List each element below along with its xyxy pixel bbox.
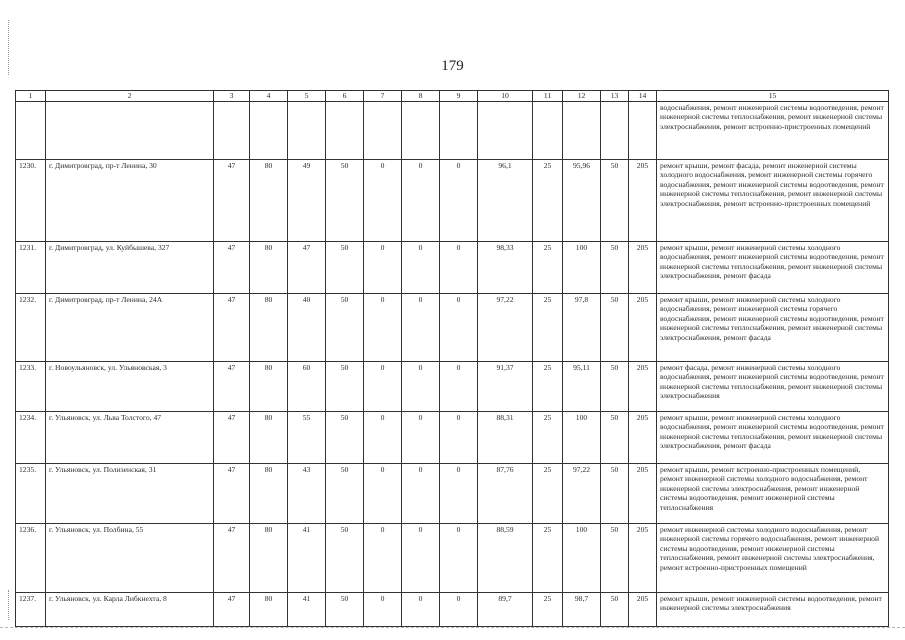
works-cell: ремонт крыши, ремонт инженерной системы холодного водоснабжения, ремонт инженерной системы водоотведения, ремонт инженерной системы теплоснабжения, ремонт инженерной системы электроснабжения, ремонт фасада	[657, 241, 889, 293]
cell: 50	[326, 411, 364, 463]
cell: 47	[214, 361, 250, 411]
table-row	[16, 411, 889, 463]
column-header: 3	[214, 91, 250, 102]
cell: 47	[288, 241, 326, 293]
cell: 0	[440, 523, 478, 592]
header-row	[16, 91, 889, 102]
cell: 96,1	[478, 159, 533, 241]
cell: 89,7	[478, 592, 533, 626]
cell: 205	[629, 592, 657, 626]
cell: 87,76	[478, 463, 533, 523]
cell: 205	[629, 361, 657, 411]
cell: 0	[402, 241, 440, 293]
cell: 0	[364, 411, 402, 463]
cell	[533, 101, 563, 159]
cell: 95,11	[563, 361, 601, 411]
cell	[326, 101, 364, 159]
cell: 98,7	[563, 592, 601, 626]
cell: 205	[629, 463, 657, 523]
cell: 55	[288, 411, 326, 463]
works-cell: водоснабжения, ремонт инженерной системы водоотведения, ремонт инженерной системы теплоснабжения, ремонт инженерной системы электроснабжения, ремонт встроенно-пристроенных помещений	[657, 101, 889, 159]
cell	[478, 101, 533, 159]
cell: 88,59	[478, 523, 533, 592]
cell: 205	[629, 411, 657, 463]
cell	[402, 101, 440, 159]
cell: 0	[402, 592, 440, 626]
cell: 0	[364, 159, 402, 241]
cell: 80	[250, 592, 288, 626]
cell: 0	[364, 592, 402, 626]
address-cell: г. Ульяновск, ул. Полизенская, 31	[46, 463, 214, 523]
cell: 50	[601, 293, 629, 361]
cell	[601, 101, 629, 159]
cell: 0	[440, 463, 478, 523]
cell: 80	[250, 293, 288, 361]
cell: 49	[288, 159, 326, 241]
cell: 0	[440, 241, 478, 293]
cell: 0	[440, 293, 478, 361]
cell: 205	[629, 293, 657, 361]
cell: 0	[402, 463, 440, 523]
cell: 50	[601, 241, 629, 293]
cell: 50	[601, 411, 629, 463]
cell: 25	[533, 361, 563, 411]
column-header: 7	[364, 91, 402, 102]
cell: 50	[326, 463, 364, 523]
cell: 0	[440, 159, 478, 241]
table-row	[16, 361, 889, 411]
address-cell: г. Ульяновск, ул. Карла Либкнехта, 8	[46, 592, 214, 626]
cell: 50	[601, 592, 629, 626]
cell: 0	[402, 411, 440, 463]
column-header: 5	[288, 91, 326, 102]
table-row	[16, 159, 889, 241]
address-cell: г. Димитровград, пр-т Ленина, 30	[46, 159, 214, 241]
cell: 97,8	[563, 293, 601, 361]
cell: 50	[601, 159, 629, 241]
scan-edge-mark	[8, 590, 10, 620]
table-row	[16, 463, 889, 523]
table-row	[16, 293, 889, 361]
cell: 43	[288, 463, 326, 523]
column-header: 10	[478, 91, 533, 102]
cell: 88,31	[478, 411, 533, 463]
cell: 0	[440, 592, 478, 626]
row-number: 1237.	[16, 592, 46, 626]
cell: 40	[288, 293, 326, 361]
works-cell: ремонт крыши, ремонт инженерной системы холодного водоснабжения, ремонт инженерной системы водоотведения, ремонт инженерной системы теплоснабжения, ремонт инженерной системы электроснабжения, ремонт фасада	[657, 411, 889, 463]
address-cell: г. Ульяновск, ул. Полбина, 55	[46, 523, 214, 592]
cell: 50	[326, 523, 364, 592]
row-number: 1230.	[16, 159, 46, 241]
cell: 50	[326, 592, 364, 626]
cell: 47	[214, 592, 250, 626]
row-number: 1233.	[16, 361, 46, 411]
cell: 0	[402, 159, 440, 241]
cell: 100	[563, 241, 601, 293]
cell: 25	[533, 523, 563, 592]
cell: 80	[250, 523, 288, 592]
cell: 25	[533, 241, 563, 293]
works-cell: ремонт крыши, ремонт инженерной системы холодного водоснабжения, ремонт инженерной системы горячего водоснабжения, ремонт инженерной системы водоотведения, ремонт инженерной системы теплоснабжения, ремонт инженерной системы электроснабжения, ремонт фасада	[657, 293, 889, 361]
row-number: 1231.	[16, 241, 46, 293]
cell: 50	[326, 241, 364, 293]
cell: 0	[364, 523, 402, 592]
address-cell: г. Димитровград, ул. Куйбышева, 327	[46, 241, 214, 293]
works-cell: ремонт крыши, ремонт фасада, ремонт инженерной системы холодного водоснабжения, ремонт инженерной системы горячего водоснабжения, ремонт инженерной системы водоотведения, ремонт инженерной системы теплоснабжения, ремонт инженерной системы электроснабжения, ремонт встроенно-пристроенных помещений	[657, 159, 889, 241]
cell: 91,37	[478, 361, 533, 411]
table-row	[16, 523, 889, 592]
column-header: 11	[533, 91, 563, 102]
cell: 95,96	[563, 159, 601, 241]
cell: 100	[563, 523, 601, 592]
cell: 0	[440, 361, 478, 411]
register-table	[15, 90, 889, 627]
row-number: 1234.	[16, 411, 46, 463]
cell: 60	[288, 361, 326, 411]
cell: 50	[601, 523, 629, 592]
cell	[288, 101, 326, 159]
cell: 47	[214, 159, 250, 241]
address-cell: г. Димитровград, пр-т Ленина, 24А	[46, 293, 214, 361]
cell	[563, 101, 601, 159]
table-row	[16, 592, 889, 626]
column-header: 4	[250, 91, 288, 102]
row-number: 1235.	[16, 463, 46, 523]
cell: 41	[288, 523, 326, 592]
cell: 50	[601, 361, 629, 411]
cell: 47	[214, 411, 250, 463]
cell	[250, 101, 288, 159]
column-header: 14	[629, 91, 657, 102]
cell: 97,22	[563, 463, 601, 523]
column-header: 12	[563, 91, 601, 102]
cell: 0	[402, 293, 440, 361]
cell	[440, 101, 478, 159]
cell: 0	[402, 523, 440, 592]
cell: 0	[364, 361, 402, 411]
column-header: 8	[402, 91, 440, 102]
cell: 0	[364, 463, 402, 523]
cell: 25	[533, 159, 563, 241]
column-header: 1	[16, 91, 46, 102]
cell	[16, 101, 46, 159]
cell: 205	[629, 523, 657, 592]
page-number: 179	[441, 58, 464, 74]
row-number: 1236.	[16, 523, 46, 592]
cell: 47	[214, 293, 250, 361]
cell: 98,33	[478, 241, 533, 293]
column-header: 9	[440, 91, 478, 102]
address-cell: г. Ульяновск, ул. Льва Толстого, 47	[46, 411, 214, 463]
cell: 205	[629, 241, 657, 293]
cell: 50	[326, 293, 364, 361]
cell: 205	[629, 159, 657, 241]
works-cell: ремонт инженерной системы холодного водоснабжения, ремонт инженерной системы горячего водоснабжения, ремонт инженерной системы водоотведения, ремонт инженерной системы теплоснабжения, ремонт инженерной системы электроснабжения, ремонт встроенно-пристроенных помещений	[657, 523, 889, 592]
cell: 0	[364, 241, 402, 293]
works-cell: ремонт фасада, ремонт инженерной системы холодного водоснабжения, ремонт инженерной системы водоотведения, ремонт инженерной системы теплоснабжения, ремонт инженерной системы электроснабжения	[657, 361, 889, 411]
cell	[364, 101, 402, 159]
cell: 80	[250, 411, 288, 463]
cell: 80	[250, 361, 288, 411]
column-header: 13	[601, 91, 629, 102]
cell: 25	[533, 411, 563, 463]
row-number: 1232.	[16, 293, 46, 361]
cell: 50	[326, 361, 364, 411]
column-header: 15	[657, 91, 889, 102]
cell	[214, 101, 250, 159]
cell: 25	[533, 592, 563, 626]
column-header: 2	[46, 91, 214, 102]
cell: 47	[214, 241, 250, 293]
cell: 0	[402, 361, 440, 411]
column-header: 6	[326, 91, 364, 102]
cell: 50	[601, 463, 629, 523]
cell: 47	[214, 523, 250, 592]
cell	[629, 101, 657, 159]
scan-edge-line	[0, 627, 905, 628]
cell: 41	[288, 592, 326, 626]
continuation-row	[16, 101, 889, 159]
cell: 47	[214, 463, 250, 523]
cell: 80	[250, 159, 288, 241]
cell	[46, 101, 214, 159]
cell: 25	[533, 293, 563, 361]
table-row	[16, 241, 889, 293]
cell: 100	[563, 411, 601, 463]
address-cell: г. Новоульяновск, ул. Ульяновская, 3	[46, 361, 214, 411]
cell: 0	[440, 411, 478, 463]
cell: 0	[364, 293, 402, 361]
works-cell: ремонт крыши, ремонт инженерной системы водоотведения, ремонт инженерной системы электроснабжения	[657, 592, 889, 626]
cell: 50	[326, 159, 364, 241]
cell: 97,22	[478, 293, 533, 361]
cell: 25	[533, 463, 563, 523]
works-cell: ремонт крыши, ремонт встроенно-пристроенных помещений, ремонт инженерной системы холодного водоснабжения, ремонт инженерной системы электроснабжения, ремонт инженерной системы водоотведения, ремонт инженерной системы теплоснабжения	[657, 463, 889, 523]
cell: 80	[250, 463, 288, 523]
cell: 80	[250, 241, 288, 293]
